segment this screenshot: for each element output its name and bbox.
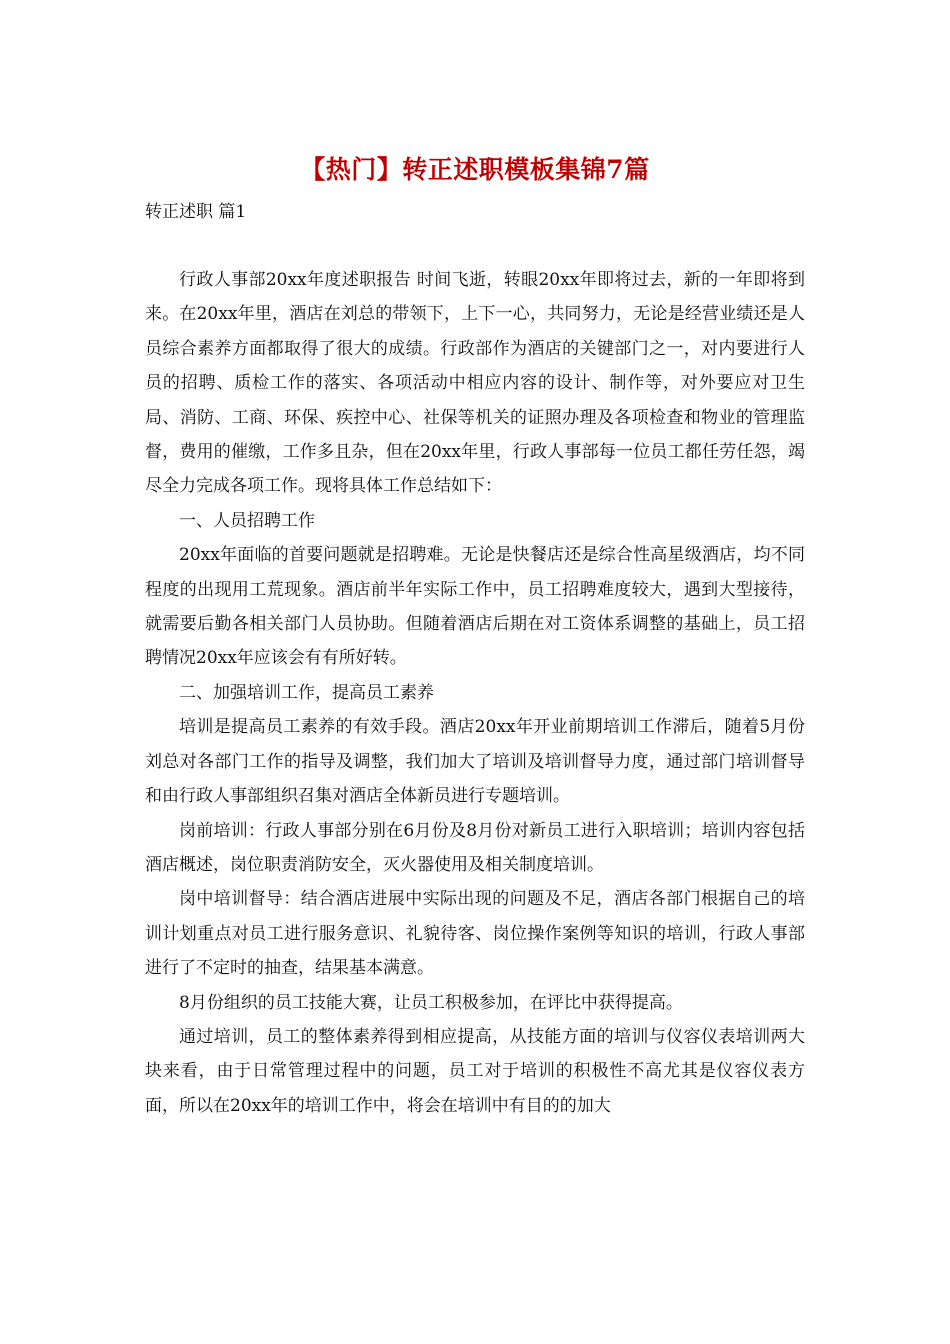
paragraph-training: 培训是提高员工素养的有效手段。酒店20xx年开业前期培训工作滞后，随着5月份刘总对各部门工作的指导及调整，我们加大了培训及培训督导力度，通过部门培训督导和由行政人事部组织召集对酒店全体新员进行专题培训。 <box>145 717 805 807</box>
document-body <box>145 263 805 1123</box>
paragraph-pre-job-training: 岗前培训：行政人事部分别在6月份及8月份对新员工进行入职培训；培训内容包括酒店概述，岗位职责消防安全，灭火器使用及相关制度培训。 <box>145 820 805 875</box>
paragraph-intro: 行政人事部20xx年度述职报告 时间飞逝，转眼20xx年即将过去，新的一年即将到来。在20xx年里，酒店在刘总的带领下，上下一心，共同努力，无论是经营业绩还是人员综合素养方面都取得了很大的成绩。行政部作为酒店的关键部门之一，对内要进行人员的招聘、质检工作的落实、各项活动中相应内容的设计、制作等，对外要应对卫生局、消防、工商、环保、疾控中心、社保等机关的证照办理及各项检查和物业的管理监督，费用的催缴，工作多且杂，但在20xx年里，行政人事部每一位员工都任劳任怨，竭尽全力完成各项工作。现将具体工作总结如下： <box>145 270 805 497</box>
subheading-training: 二、加强培训工作，提高员工素养 <box>179 682 434 703</box>
paragraph-on-job-training: 岗中培训督导：结合酒店进展中实际出现的问题及不足，酒店各部门根据自己的培训计划重点对员工进行服务意识、礼貌待客、岗位操作案例等知识的培训，行政人事部进行了不定时的抽查，结果基本满意。 <box>145 889 805 979</box>
paragraph-recruitment: 20xx年面临的首要问题就是招聘难。无论是快餐店还是综合性高星级酒店，均不同程度的出现用工荒现象。酒店前半年实际工作中，员工招聘难度较大，遇到大型接待，就需要后勤各相关部门人员协助。但随着酒店后期在对工资体系调整的基础上，员工招聘情况20xx年应该会有有所好转。 <box>145 545 805 669</box>
document-title: 【热门】转正述职模板集锦7篇 <box>300 155 650 184</box>
subheading-recruitment: 一、人员招聘工作 <box>179 510 315 531</box>
paragraph-skills-contest: 8月份组织的员工技能大赛，让员工积极参加，在评比中获得提高。 <box>179 992 683 1013</box>
section-heading: 转正述职 篇1 <box>145 202 247 222</box>
paragraph-training-summary: 通过培训，员工的整体素养得到相应提高，从技能方面的培训与仪容仪表培训两大块来看，由于日常管理过程中的问题，员工对于培训的积极性不高尤其是仪容仪表方面，所以在20xx年的培训工作中，将会在培训中有目的的加大 <box>145 1026 805 1116</box>
